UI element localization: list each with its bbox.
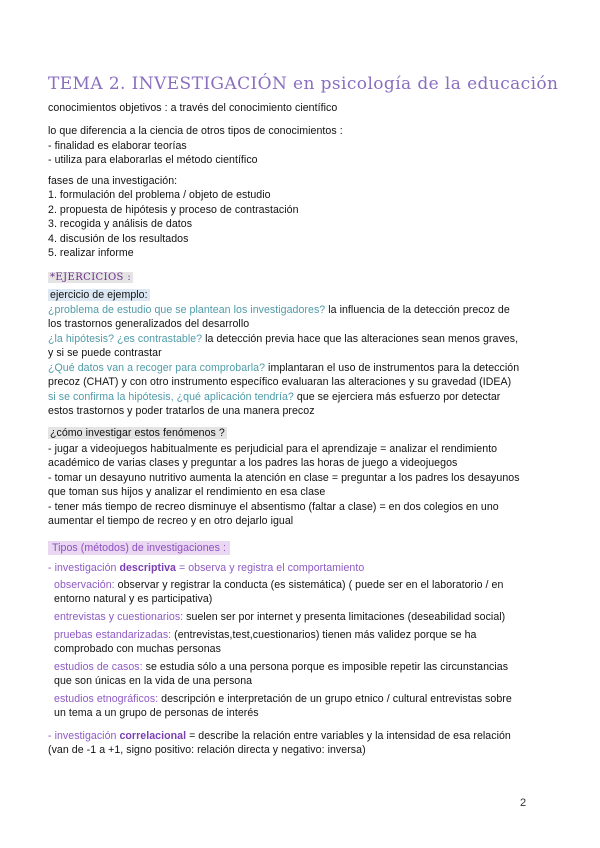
list-item: 3. recogida y análisis de datos	[48, 218, 193, 230]
casos-text: se estudia sólo a una persona porque es imposible repetir las circunstancias	[142, 661, 509, 673]
descriptiva-rest: = observa y registra el comportamiento	[175, 562, 365, 574]
ejemplo-label-text: ejercicio de ejemplo:	[50, 289, 148, 301]
casos-term: estudios de casos:	[54, 661, 143, 673]
exercise-answer: y si se puede contrastar	[48, 347, 162, 359]
list-item: - utiliza para elaborarlas el método científico	[48, 154, 258, 166]
casos-line	[54, 660, 508, 674]
etnograficos-text: descripción e interpretación de un grupo etnico / cultural entrevistas sobre	[158, 693, 512, 705]
exercise-line	[48, 303, 510, 317]
exercise-line	[48, 332, 518, 346]
exercise-question: si se confirma la hipótesis, ¿qué aplicación tendría?	[48, 391, 294, 403]
list-item: 4. discusión de los resultados	[48, 233, 189, 245]
exercise-line	[48, 390, 500, 404]
list-item: 1. formulación del problema / objeto de estudio	[48, 189, 271, 201]
exercise-answer: la detección previa hace que las alteraciones sean menos graves,	[202, 333, 519, 345]
como-heading-text: ¿cómo investigar estos fenómenos ?	[50, 427, 225, 439]
como-line: - tomar un desayuno nutritivo aumenta la atención en clase = preguntar a los padres los desayunos	[48, 472, 520, 484]
tipos-heading	[48, 541, 230, 555]
entrevistas-term: entrevistas y cuestionarios:	[54, 611, 184, 623]
ejemplo-label	[48, 288, 150, 302]
observacion-cont: entorno natural y es participativa)	[54, 593, 213, 605]
como-line: aumentar el tiempo de recreo y en otro dejarlo igual	[48, 515, 294, 527]
correlacional-line	[48, 729, 511, 743]
descriptiva-line	[48, 561, 364, 575]
page-title: TEMA 2. INVESTIGACIÓN en psicología de la educación	[48, 74, 559, 94]
exercise-line	[48, 317, 249, 331]
exercise-answer: precoz (CHAT) y con otro instrumento específico evaluaran las alteraciones y su gravedad (IDEA)	[48, 376, 512, 388]
como-line: - tener más tiempo de recreo disminuye el absentismo (faltar a clase) = en dos colegios en uno	[48, 501, 499, 513]
casos-cont: que son únicas en la vida de una persona	[54, 675, 253, 687]
exercise-answer: estos trastornos y poder tratarlos de una manera precoz	[48, 405, 315, 417]
page-number: 2	[520, 797, 527, 809]
exercise-line	[48, 404, 315, 418]
diff-heading: lo que diferencia a la ciencia de otros tipos de conocimientos :	[48, 125, 343, 137]
ejercicios-label-text: *EJERCICIOS :	[50, 272, 132, 283]
pruebas-text: (entrevistas,test,cuestionarios) tienen más validez porque se ha	[171, 629, 477, 641]
exercise-line	[48, 361, 519, 375]
como-line: académico de varias clases y preguntar a los padres las horas de juego a videojuegos	[48, 457, 458, 469]
como-heading	[48, 426, 227, 440]
exercise-line	[48, 346, 162, 360]
list-item: 2. propuesta de hipótesis y proceso de contrastación	[48, 204, 299, 216]
correlacional-prefix: - investigación	[48, 730, 120, 742]
correlacional-cont: (van de -1 a +1, signo positivo: relación directa y negativo: inversa)	[48, 744, 366, 756]
etnograficos-term: estudios etnográficos:	[54, 693, 159, 705]
fases-heading: fases de una investigación:	[48, 175, 178, 187]
exercise-answer: los trastornos generalizados del desarrollo	[48, 318, 250, 330]
observacion-line	[54, 578, 503, 592]
como-line: - jugar a videojuegos habitualmente es perjudicial para el aprendizaje = analizar el rendimiento	[48, 443, 498, 455]
etnograficos-cont: un tema a un grupo de personas de interés	[54, 707, 259, 719]
list-item: - finalidad es elaborar teorías	[48, 140, 187, 152]
descriptiva-prefix: - investigación	[48, 562, 120, 574]
como-line: que toman sus hijos y analizar el rendimiento en esa clase	[48, 486, 326, 498]
pruebas-cont: comprobado con muchas personas	[54, 643, 221, 655]
exercise-answer: que se ejerciera más esfuerzo por detectar	[293, 391, 501, 403]
exercise-line	[48, 375, 511, 389]
exercise-question: ¿Qué datos van a recoger para comprobarla?	[48, 362, 266, 374]
ejercicios-label	[48, 270, 133, 285]
tipos-heading-text: Tipos (métodos) de investigaciones :	[48, 541, 230, 555]
exercise-answer: la influencia de la detección precoz de	[325, 304, 510, 316]
correlacional-term: correlacional	[119, 730, 187, 742]
pruebas-line	[54, 628, 477, 642]
intro-text: conocimientos objetivos : a través del conocimiento científico	[48, 102, 338, 114]
correlacional-rest: = describe la relación entre variables y la intensidad de esa relación	[186, 730, 511, 742]
exercise-question: ¿la hipótesis? ¿es contrastable?	[48, 333, 203, 345]
entrevistas-text: suelen ser por internet y presenta limitaciones (deseabilidad social)	[183, 611, 506, 623]
pruebas-term: pruebas estandarizadas:	[54, 629, 172, 641]
list-item: 5. realizar informe	[48, 247, 134, 259]
etnograficos-line	[54, 692, 512, 706]
exercise-question: ¿problema de estudio que se plantean los investigadores?	[48, 304, 326, 316]
entrevistas-line	[54, 610, 505, 624]
observacion-text: observar y registrar la conducta (es sistemática) ( puede ser en el laboratorio / en	[114, 579, 504, 591]
exercise-answer: implantaran el uso de instrumentos para la detección	[265, 362, 520, 374]
descriptiva-term: descriptiva	[119, 562, 176, 574]
observacion-term: observación:	[54, 579, 115, 591]
